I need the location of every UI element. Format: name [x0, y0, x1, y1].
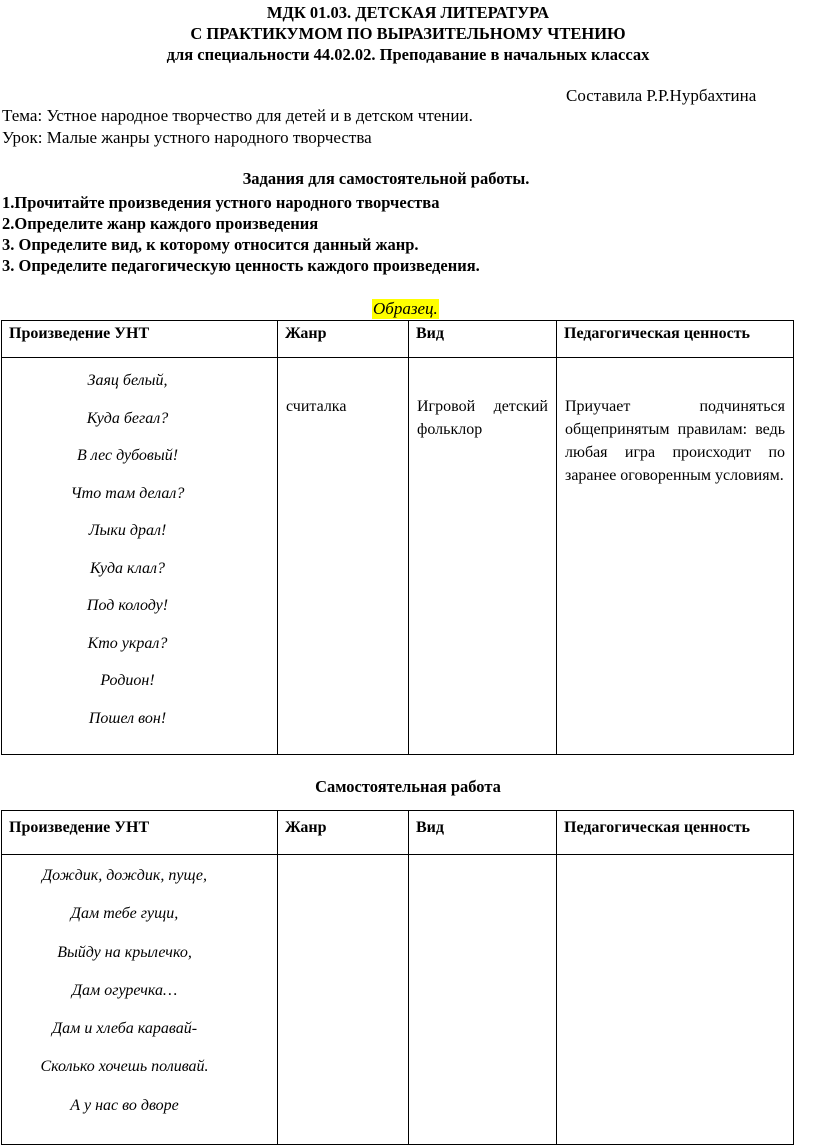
independent-poem-cell — [2, 855, 278, 1145]
poem-line: Дам тебе гущи, — [70, 905, 179, 923]
header-genre: Жанр — [278, 321, 409, 358]
topic: Тема: Устное народное творчество для детей и в детском чтении. — [2, 106, 473, 125]
poem-line: Дам огуречка… — [71, 981, 178, 999]
sample-genre: считалка — [286, 398, 347, 415]
poem-line: Дам и хлеба каравай- — [51, 1020, 198, 1038]
poem-line: Сколько хочешь поливай. — [40, 1058, 209, 1076]
sample-poem-cell — [2, 358, 278, 755]
independent-genre-cell[interactable] — [278, 855, 409, 1145]
task-item: 3. Определите вид, к которому относится данный жанр. — [2, 235, 419, 254]
header-line-2: С ПРАКТИКУМОМ ПО ВЫРАЗИТЕЛЬНОМУ ЧТЕНИЮ — [190, 24, 626, 43]
header-work: Произведение УНТ — [2, 811, 278, 855]
sample-table — [1, 320, 794, 755]
poem-line: Родион! — [100, 672, 155, 689]
poem-line: Дождик, дождик, пуще, — [41, 867, 208, 884]
header-kind: Вид — [409, 811, 557, 855]
independent-value-cell[interactable] — [557, 855, 794, 1145]
poem-line: В лес дубовый! — [76, 447, 179, 464]
task-item: 3. Определите педагогическую ценность каждого произведения. — [2, 256, 480, 275]
header-value: Педагогическая ценность — [557, 321, 794, 358]
poem-line: Под колоду! — [86, 597, 169, 614]
independent-kind-cell[interactable] — [409, 855, 557, 1145]
author: Составила Р.Р.Нурбахтина — [566, 86, 757, 105]
task-item: 1.Прочитайте произведения устного народного творчества — [2, 193, 440, 212]
sample-row — [2, 358, 794, 755]
poem-line: Выйду на крылечко, — [57, 943, 192, 961]
sample-header-row — [2, 321, 794, 358]
header-genre: Жанр — [278, 811, 409, 855]
lesson: Урок: Малые жанры устного народного творчества — [2, 128, 372, 147]
poem-line: Куда бегал? — [86, 409, 169, 427]
sample-value: Приучает подчиняться общепринятым правилам: ведь любая игра происходит по заранее оговоренным условиям. — [565, 398, 785, 484]
poem-line: Заяц белый, — [87, 372, 168, 389]
header-kind: Вид — [409, 321, 557, 358]
independent-row — [2, 855, 794, 1145]
sample-kind: Игровой детский фольклор — [417, 398, 548, 438]
poem-line: Куда клал? — [89, 559, 166, 577]
sample-value-cell — [557, 358, 794, 755]
header-line-3: для специальности 44.02.02. Преподавание в начальных классах — [166, 45, 650, 64]
poem-line: А у нас во дворе — [70, 1096, 179, 1114]
independent-title: Самостоятельная работа — [315, 777, 501, 796]
document-header — [0, 2, 816, 65]
poem-line: Пошел вон! — [88, 709, 167, 727]
header-line-1: МДК 01.03. ДЕТСКАЯ ЛИТЕРАТУРА — [266, 3, 550, 22]
independent-table — [1, 810, 794, 1145]
header-value: Педагогическая ценность — [557, 811, 794, 855]
independent-header-row — [2, 811, 794, 855]
header-work: Произведение УНТ — [2, 321, 278, 358]
sample-label: Образец. — [373, 299, 438, 318]
sample-genre-cell — [278, 358, 409, 755]
poem-line: Что там делал? — [70, 484, 185, 502]
task-item: 2.Определите жанр каждого произведения — [2, 214, 319, 233]
sample-kind-cell — [409, 358, 557, 755]
tasks-title: Задания для самостоятельной работы. — [242, 169, 530, 188]
poem-line: Кто украл? — [87, 634, 168, 652]
poem-line: Лыки драл! — [88, 522, 167, 539]
